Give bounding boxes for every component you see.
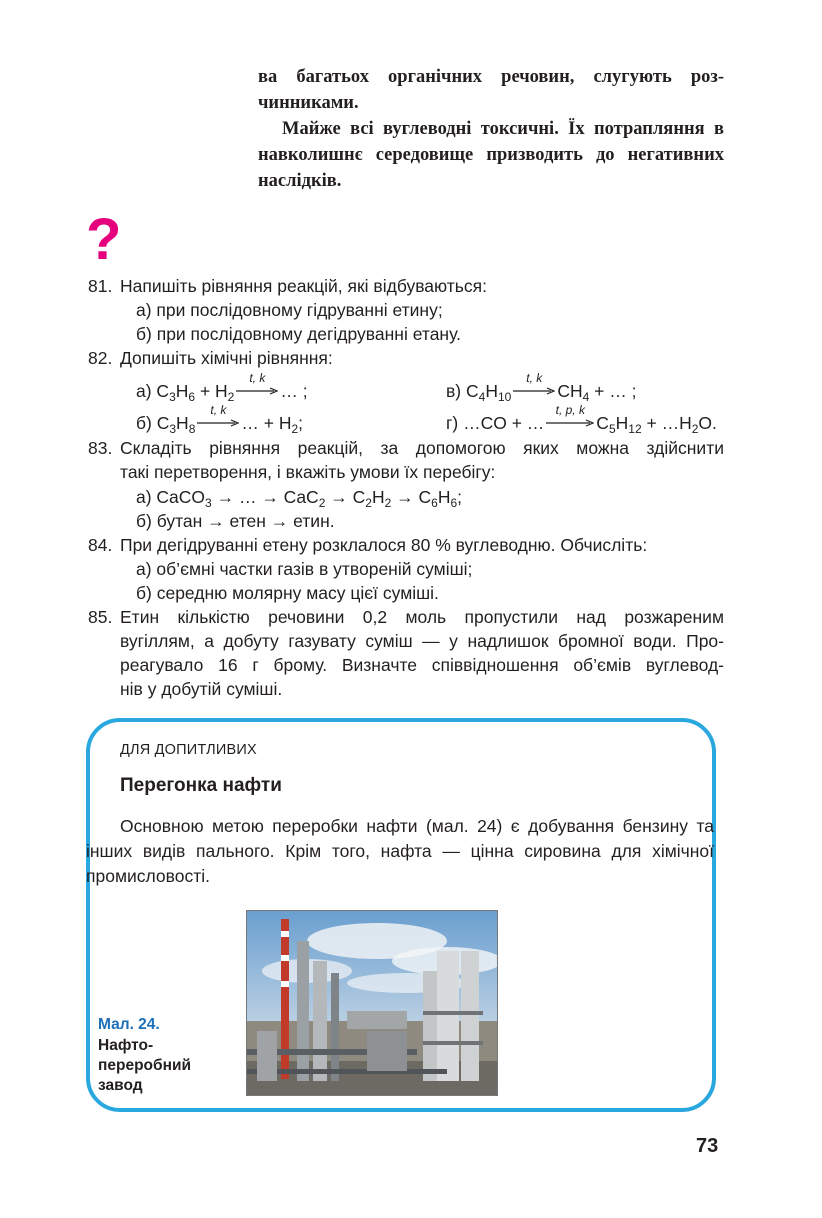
task-85-line4: нів у добутій суміші. — [120, 679, 283, 699]
box-paragraph: Основною метою переробки нафти (мал. 24) є добування бензину та інших видів пального. Крім того, нафта — цінна сировина для хімічної промисловості. — [86, 816, 714, 886]
task-84-number: 84. — [88, 535, 113, 555]
page-number: 73 — [696, 1135, 719, 1157]
equation-82a: а) $C_3H_6 + H_2$ t, k … ; — [136, 371, 308, 404]
task-84-a: а) об’ємні частки газів в утвореній суміші; — [136, 559, 473, 579]
task-85-line3: реагувало 16 г брому. Визначте співвідношення об’ємів вуглевод- — [120, 655, 724, 675]
task-85-line2: вугіллям, а добуту газувату суміш — у надлишок бромної води. Про- — [120, 631, 724, 651]
task-83-text-line1: Складіть рівняння реакцій, за допомогою яких можна здійснити — [120, 438, 724, 458]
intro-text — [258, 64, 724, 194]
intro-paragraph-1: ва багатьох органічних речовин, слугують розчинниками. — [258, 67, 724, 113]
task-83-a: а) CaCO$_3$ → … → $CaC_2 \to C_2H_2 \to C_6H_6$; — [136, 487, 463, 510]
reaction-arrow-icon: t, k — [236, 384, 278, 398]
oil-refinery-photo — [246, 910, 498, 1096]
task-85-line1: Етин кількістю речовини 0,2 моль пропустили над розжареним — [120, 607, 724, 627]
question-mark-icon: ? — [86, 207, 122, 272]
task-82-number: 82. — [88, 348, 113, 368]
figure-number: Мал. 24. — [98, 1016, 160, 1033]
task-85-number: 85. — [88, 607, 113, 627]
task-83-number: 83. — [88, 438, 113, 458]
equation-82b: б) $C_3H_8$ t, k … + $H_2$; — [136, 403, 304, 436]
task-84-text: При дегідруванні етену розклалося 80 % вуглеводню. Обчисліть: — [120, 535, 648, 555]
task-81-text: Напишіть рівняння реакцій, які відбуваються: — [120, 276, 487, 296]
reaction-arrow-icon: t, k — [197, 416, 239, 430]
box-title: Перегонка нафти — [120, 775, 282, 796]
task-81-number: 81. — [88, 276, 113, 296]
task-81-b: б) при послідовному дегідруванні етану. — [136, 324, 461, 344]
task-84-b: б) середню молярну масу цієї суміші. — [136, 583, 439, 603]
task-81-a: а) при послідовному гідруванні етину; — [136, 300, 443, 320]
box-caption: ДЛЯ ДОПИТЛИВИХ — [120, 742, 257, 758]
task-82-text: Допишіть хімічні рівняння: — [120, 348, 333, 368]
figure-caption: Нафто-переробний завод — [98, 1037, 191, 1094]
intro-paragraph-2: Майже всі вуглеводні токсичні. Їх потрапляння в навколишнє середовище призводить до негативних наслідків. — [258, 119, 724, 191]
equation-82g: г) …CO + … t, p, k $C_5H_{12}$ + $\dots H_2O$. — [446, 403, 717, 436]
task-83-b: б) бутан → етен → етин. — [136, 511, 335, 531]
reaction-arrow-icon: t, p, k — [546, 416, 594, 430]
equation-82v: в) $C_4H_{10}$ t, k $CH_4$ + … ; — [446, 371, 637, 404]
box-text — [86, 814, 714, 889]
task-83-text-line2: такі перетворення, і вкажіть умови їх перебігу: — [120, 462, 496, 482]
reaction-arrow-icon: t, k — [513, 384, 555, 398]
